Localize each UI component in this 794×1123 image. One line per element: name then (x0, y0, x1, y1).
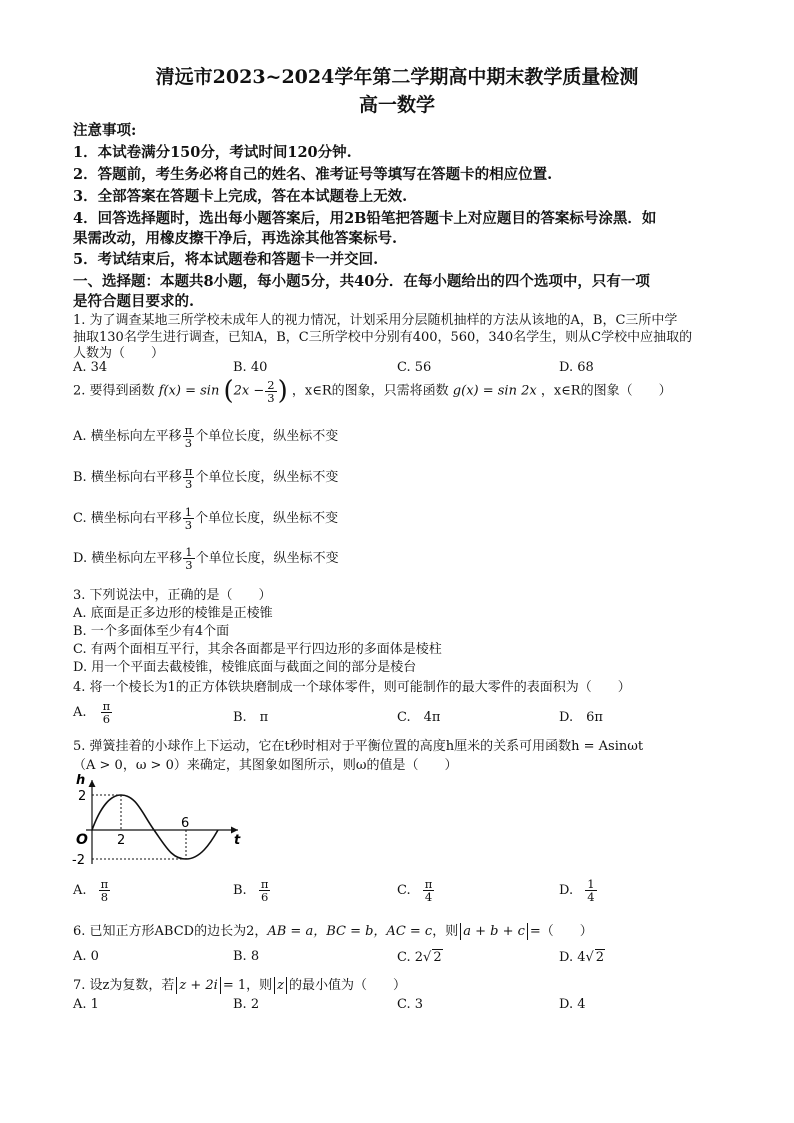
q4-a-fraction (101, 700, 113, 725)
q4-a-den: 6 (102, 712, 111, 726)
q5-option-b (233, 878, 271, 903)
q5-d-den: 4 (587, 890, 595, 904)
q1-line-2: 抽取130名学生进行调查，已知A，B，C三所学校中分别有400，560，340名学生，则从C学校中应抽取的 (73, 330, 693, 345)
q6-vectors: AB = a，BC = b，AC = c (267, 924, 433, 939)
q5-b-fraction (259, 878, 271, 903)
q6-abs-right (527, 923, 528, 940)
q2-inner: 2x − (233, 383, 265, 399)
q2-a-fraction (183, 424, 195, 449)
q2-a-label: A. 横坐标向左平移 (73, 429, 182, 444)
q5-a-num: π (100, 877, 109, 891)
q4-option-c: C. 4π (397, 710, 441, 725)
q4-stem: 4. 将一个棱长为1的正方体铁块磨制成一个球体零件，则可能制作的最大零件的表面积为（ ） (73, 680, 631, 695)
q5-option-a (73, 878, 111, 903)
q2-c-num: 1 (184, 505, 193, 519)
q6-option-c (397, 949, 443, 965)
q5-a-fraction (99, 878, 111, 903)
q5-line-2: （A > 0，ω > 0）来确定，其图象如图所示，则ω的值是（ ） (73, 758, 458, 773)
q2-b-tail: 个单位长度，纵坐标不变 (195, 470, 339, 485)
notice-item-2: 2．答题前，考生务必将自己的姓名、准考证号等填写在答题卡的相应位置. (73, 166, 553, 183)
q1-option-a: A. 34 (73, 360, 108, 375)
q2-d-label: D. 横坐标向左平移 (73, 551, 183, 566)
q7-option-c: C. 3 (397, 997, 424, 1012)
q2-a-tail: 个单位长度，纵坐标不变 (195, 429, 339, 444)
q5-label-x2: 2 (117, 833, 126, 848)
q5-option-d (559, 878, 598, 903)
q2-c-den: 3 (184, 518, 193, 532)
q2-open-paren: ( (223, 376, 234, 406)
q6-option-b: B. 8 (233, 949, 260, 964)
q2-c-label: C. 横坐标向右平移 (73, 511, 182, 526)
q1-option-c: C. 56 (397, 360, 432, 375)
q2-b-den: 3 (184, 477, 193, 491)
q5-b-den: 6 (260, 890, 269, 904)
q6-stem (73, 920, 593, 940)
exam-subtitle: 高一数学 (358, 94, 435, 116)
q7-absz: z (277, 978, 284, 993)
q5-c-num: π (424, 877, 433, 891)
q6-abs-left (460, 923, 461, 940)
q7-absz-left (274, 977, 275, 994)
q7-absz-right (286, 977, 287, 994)
section-heading-cont: 是符合题目要求的. (73, 293, 195, 310)
q7-option-d: D. 4 (559, 997, 586, 1012)
q7-prefix: 7. 设z为复数，若 (73, 978, 175, 993)
q5-label-x6: 6 (181, 816, 190, 831)
q7-suffix: 的最小值为（ ） (288, 978, 406, 993)
notice-item-3: 3．全部答案在答题卡上完成，答在本试题卷上无效. (73, 188, 408, 205)
q2-middle: ，x∈R的图象，只需将函数 (291, 383, 449, 399)
q2-b-num: π (184, 464, 193, 478)
q5-label-t: t (234, 833, 241, 848)
q5-graph (70, 772, 250, 872)
q5-label-origin: O (76, 832, 88, 848)
q2-c-tail: 个单位长度，纵坐标不变 (195, 511, 339, 526)
q5-a-label: A. (73, 883, 87, 898)
q2-b-label: B. 横坐标向右平移 (73, 470, 182, 485)
q4-option-a (73, 700, 113, 725)
q5-d-label: D. (559, 883, 574, 898)
q5-a-den: 8 (100, 890, 109, 904)
q6-d-text: D. 4 (559, 950, 586, 965)
q2-stem (73, 376, 672, 406)
q7-cond: z + 2i (179, 978, 218, 993)
q2-frac-num: 2 (267, 377, 275, 392)
q4-option-b: B. π (233, 710, 269, 725)
q2-a-num: π (184, 423, 193, 437)
q5-c-fraction (423, 878, 435, 903)
q3-option-d: D. 用一个平面去截棱锥，棱锥底面与截面之间的部分是棱台 (73, 660, 417, 675)
q2-g-expr: g(x) = sin 2x (452, 383, 537, 399)
q2-f-lhs: f(x) = sin (158, 383, 220, 399)
q2-d-tail: 个单位长度，纵坐标不变 (195, 551, 339, 566)
q5-c-label: C. (397, 883, 411, 898)
q6-option-a: A. 0 (73, 949, 99, 964)
q6-option-d (559, 949, 605, 965)
q3-option-a: A. 底面是正多边形的棱锥是正棱锥 (73, 606, 273, 621)
q2-option-d (73, 546, 339, 571)
q1-option-d: D. 68 (559, 360, 594, 375)
q2-d-num: 1 (185, 545, 193, 559)
section-heading: 一、选择题：本题共8小题，每小题5分，共40分．在每小题给出的四个选项中，只有一项 (73, 273, 650, 290)
q2-close-paren: ) (277, 376, 288, 406)
q3-option-b: B. 一个多面体至少有4个面 (73, 624, 230, 639)
notice-item-5: 5．考试结束后，将本试题卷和答题卡一并交回. (73, 251, 379, 268)
q5-b-label: B. (233, 883, 247, 898)
q2-option-c (73, 506, 338, 531)
q5-label-neg2: -2 (72, 853, 85, 868)
q4-a-num: π (102, 699, 111, 713)
notice-item-4-cont: 果需改动，用橡皮擦干净后，再选涂其他答案标号. (73, 230, 398, 247)
notice-item-4: 4．回答选择题时，选出每小题答案后，用2B铅笔把答题卡上对应题目的答案标号涂黑．如 (73, 210, 657, 227)
q2-frac-den: 3 (267, 390, 275, 405)
q5-b-num: π (260, 877, 269, 891)
notice-heading: 注意事项: (73, 122, 137, 139)
q5-d-num: 1 (587, 877, 595, 891)
notice-item-1: 1．本试卷满分150分，考试时间120分钟. (73, 144, 352, 161)
q2-fraction (265, 379, 276, 404)
q6-ask: ，则 (432, 924, 459, 939)
q5-label-h: h (76, 773, 86, 788)
q2-suffix: ，x∈R的图象（ ） (540, 383, 672, 399)
q7-option-b: B. 2 (233, 997, 260, 1012)
q6-suffix: =（ ） (529, 924, 593, 939)
q5-option-c (397, 878, 435, 903)
q4-a-label: A. (73, 705, 87, 720)
q5-label-2: 2 (78, 789, 87, 804)
q7-mid: = 1，则 (222, 978, 273, 993)
q4-option-d: D. 6π (559, 710, 603, 725)
exam-title: 清远市2023~2024学年第二学期高中期末教学质量检测 (155, 66, 639, 88)
q3-option-c: C. 有两个面相互平行，其余各面都是平行四边形的多面体是棱柱 (73, 642, 442, 657)
q7-abs-right (220, 977, 221, 994)
q2-a-den: 3 (184, 436, 193, 450)
q1-line-1: 1. 为了调查某地三所学校未成年人的视力情况，计划采用分层随机抽样的方法从该地的A，B，C三所中学 (73, 313, 678, 328)
q6-c-root: √ (423, 950, 432, 965)
q6-c-text: C. 2 (397, 950, 424, 965)
q6-expr: a + b + c (463, 924, 525, 939)
q2-prefix: 2. 要得到函数 (73, 383, 155, 399)
q5-line-1: 5. 弹簧挂着的小球作上下运动，它在t秒时相对于平衡位置的高度h厘米的关系可用函数h = Asinωt (73, 739, 644, 754)
q7-stem (73, 974, 406, 994)
q2-option-a (73, 424, 338, 449)
q1-option-b: B. 40 (233, 360, 268, 375)
q6-d-radicand: 2 (595, 950, 605, 965)
q7-option-a: A. 1 (73, 997, 99, 1012)
q2-option-b (73, 465, 338, 490)
q3-stem: 3. 下列说法中，正确的是（ ） (73, 588, 272, 603)
q5-c-den: 4 (424, 890, 433, 904)
q2-b-fraction (183, 465, 195, 490)
q2-c-fraction (183, 506, 194, 531)
q7-abs-left (176, 977, 177, 994)
q6-prefix: 6. 已知正方形ABCD的边长为2， (73, 924, 268, 939)
q5-d-fraction (585, 878, 596, 903)
q6-c-radicand: 2 (433, 950, 442, 965)
q6-d-root: √ (585, 950, 594, 965)
q5-curve (92, 795, 218, 859)
q2-d-den: 3 (185, 558, 193, 572)
q2-d-fraction (183, 546, 194, 571)
q1-line-3: 人数为（ ） (73, 346, 165, 361)
